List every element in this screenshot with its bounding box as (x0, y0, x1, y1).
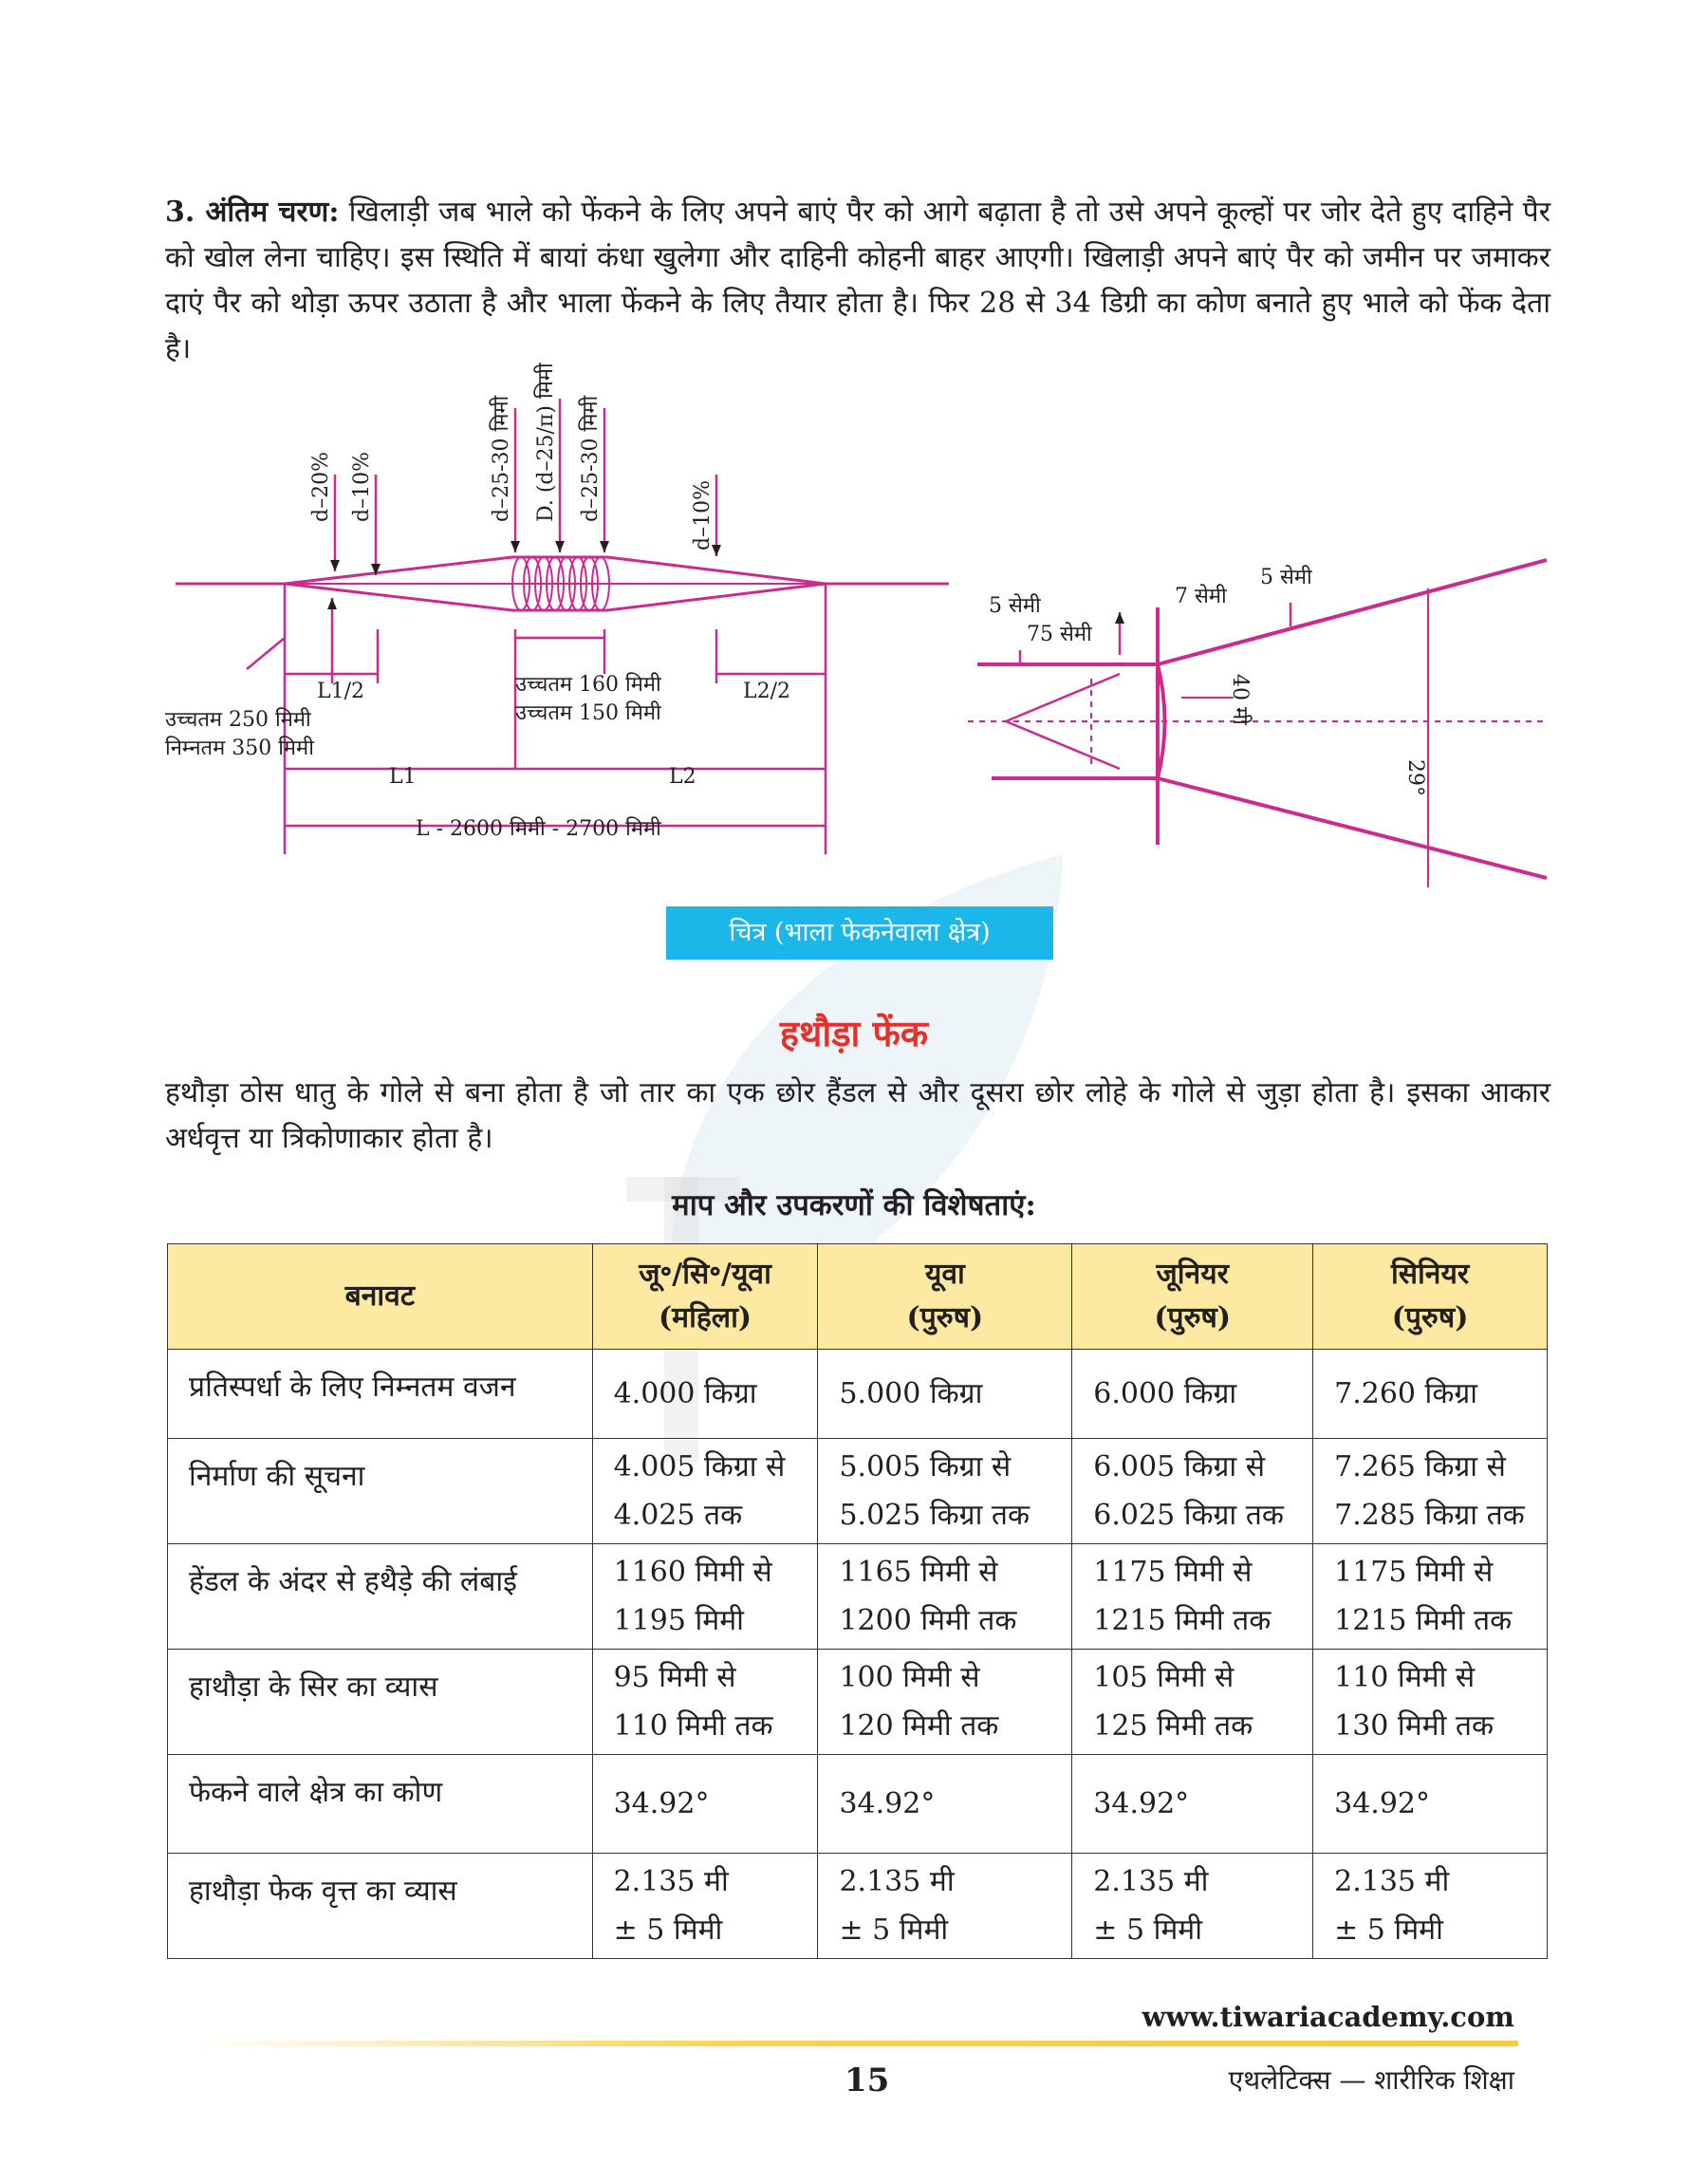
label-width-5cm-left: 5 सेमी (989, 594, 1041, 618)
table-row (168, 1350, 1548, 1439)
footer-book-title: एथलेटिक्स — शारीरिक शिक्षा (1228, 2064, 1514, 2096)
label-tip-max: उच्चतम 250 मिमी (165, 708, 311, 732)
table-cell: 4.000 किग्रा (592, 1350, 818, 1439)
label-d10-right: d–10% (691, 480, 715, 550)
table-row (168, 1755, 1548, 1854)
hammer-paragraph: हथौड़ा ठोस धातु के गोले से बना होता है जो तार का एक छोर हैंडल से और दूसरा छोर लोहे के गोले से जुड़ा होता है। इसका आकार अर्धवृत्त या त्रिकोणाकार होता है। (165, 1076, 1550, 1155)
table-cell: 1165 मिमी से 1200 मिमी तक (818, 1544, 1072, 1650)
label-tip-min: निम्नतम 350 मिमी (165, 737, 314, 760)
figure-caption: चित्र (भाला फेकनेवाला क्षेत्र) (666, 906, 1053, 960)
table-cell: 6.000 किग्रा (1072, 1350, 1313, 1439)
table-cell: 2.135 मी ± 5 मिमी (1313, 1854, 1548, 1959)
row-label: निर्माण की सूचना (168, 1439, 593, 1544)
label-distance-40m: 40 मी (1228, 674, 1252, 725)
header-women: जू॰/सि॰/यूवा (महिला) (592, 1244, 818, 1350)
row-label: हाथौड़ा के सिर का व्यास (168, 1650, 593, 1755)
table-title: माप और उपकरणों की विशेषताएं: (672, 1188, 1036, 1222)
footer-url: www.tiwariacademy.com (1142, 2001, 1514, 2033)
table-cell: 2.135 मी ± 5 मिमी (1072, 1854, 1313, 1959)
label-width-75cm: 75 सेमी (1027, 623, 1092, 646)
header-junior: जूनियर (पुरुष) (1072, 1244, 1313, 1350)
label-width-5cm-right: 5 सेमी (1260, 566, 1312, 589)
page-number: 15 (845, 2062, 890, 2099)
table-cell: 2.135 मी ± 5 मिमी (818, 1854, 1072, 1959)
javelin-shape (176, 557, 949, 610)
label-total-length: L - 2600 मिमी - 2700 मिमी (416, 817, 661, 841)
table-cell: 100 मिमी से 120 मिमी तक (818, 1650, 1072, 1755)
final-phase-paragraph (165, 190, 1550, 372)
label-l-half: L1/2 (317, 680, 365, 703)
table-cell: 5.005 किग्रा से 5.025 किग्रा तक (818, 1439, 1072, 1544)
table-cell: 105 मिमी से 125 मिमी तक (1072, 1650, 1313, 1755)
footer-divider (190, 2041, 1518, 2046)
table-cell: 5.000 किग्रा (818, 1350, 1072, 1439)
label-d25-30-right: d–25-30 मिमी (579, 395, 603, 522)
table-row (168, 1544, 1548, 1650)
table-header-row (168, 1244, 1548, 1350)
table-cell: 34.92° (1072, 1755, 1313, 1854)
table-cell: 1175 मिमी से 1215 मिमी तक (1072, 1544, 1313, 1650)
row-label: प्रतिस्पर्धा के लिए निम्नतम वजन (168, 1350, 593, 1439)
label-grip-max: उच्चतम 160 मिमी (515, 673, 661, 697)
hammer-throw-heading: हथौड़ा फेंक (779, 1012, 929, 1054)
table-cell: 95 मिमी से 110 मिमी तक (592, 1650, 818, 1755)
label-d-center: D. (d–25/π) मिमी (534, 363, 558, 522)
label-l1: L1 (389, 765, 417, 789)
table-cell: 2.135 मी ± 5 मिमी (592, 1854, 818, 1959)
hammer-spec-table (167, 1243, 1548, 1959)
javelin-diagram (0, 361, 1708, 892)
table-cell: 4.005 किग्रा से 4.025 तक (592, 1439, 818, 1544)
label-d10-left: d–10% (350, 452, 374, 522)
table-cell: 6.005 किग्रा से 6.025 किग्रा तक (1072, 1439, 1313, 1544)
runway-shape (968, 560, 1547, 887)
table-cell: 110 मिमी से 130 मिमी तक (1313, 1650, 1548, 1755)
table-cell: 7.260 किग्रा (1313, 1350, 1548, 1439)
label-grip-min: उच्चतम 150 मिमी (515, 701, 661, 725)
label-width-7cm: 7 सेमी (1175, 585, 1227, 608)
final-phase-text: खिलाड़ी जब भाले को फेंकने के लिए अपने बाएं पैर को आगे बढ़ाता है तो उसे अपने कूल्हों पर जोर देते हुए दाहिने पैर को खोल लेना चाहिए। इस स्थिति में बायां कंधा खुलेगा और दाहिनी कोहनी बाहर आएगी। खिलाड़ी अपने बाएं पैर को जमीन पर जमाकर दाएं पैर को थोड़ा ऊपर उठाता है और भाला फेंकने के लिए तैयार होता है। फिर 28 से 34 डिग्री का कोण बनाते हुए भाले को फेंक देता है। (165, 196, 1550, 365)
header-senior: सिनियर (पुरुष) (1313, 1244, 1548, 1350)
header-construction: बनावट (168, 1244, 593, 1350)
table-cell: 1160 मिमी से 1195 मिमी (592, 1544, 818, 1650)
row-label: हेंडल के अंदर से हथैड़े की लंबाई (168, 1544, 593, 1650)
table-row (168, 1650, 1548, 1755)
table-cell: 34.92° (1313, 1755, 1548, 1854)
table-row (168, 1854, 1548, 1959)
header-youth: यूवा (पुरुष) (818, 1244, 1072, 1350)
table-cell: 1175 मिमी से 1215 मिमी तक (1313, 1544, 1548, 1650)
table-row (168, 1439, 1548, 1544)
table-cell: 34.92° (818, 1755, 1072, 1854)
table-cell: 34.92° (592, 1755, 818, 1854)
row-label: हाथौड़ा फेक वृत्त का व्यास (168, 1854, 593, 1959)
table-cell: 7.265 किग्रा से 7.285 किग्रा तक (1313, 1439, 1548, 1544)
label-d25-30-left: d–25-30 मिमी (490, 395, 513, 522)
label-l2-half: L2/2 (743, 680, 791, 703)
label-angle-29: 29° (1403, 759, 1427, 796)
row-label: फेकने वाले क्षेत्र का कोण (168, 1755, 593, 1854)
label-d20: d–20% (309, 452, 333, 522)
label-l2: L2 (669, 765, 696, 789)
final-phase-lead: 3. अंतिम चरण: (165, 196, 340, 229)
